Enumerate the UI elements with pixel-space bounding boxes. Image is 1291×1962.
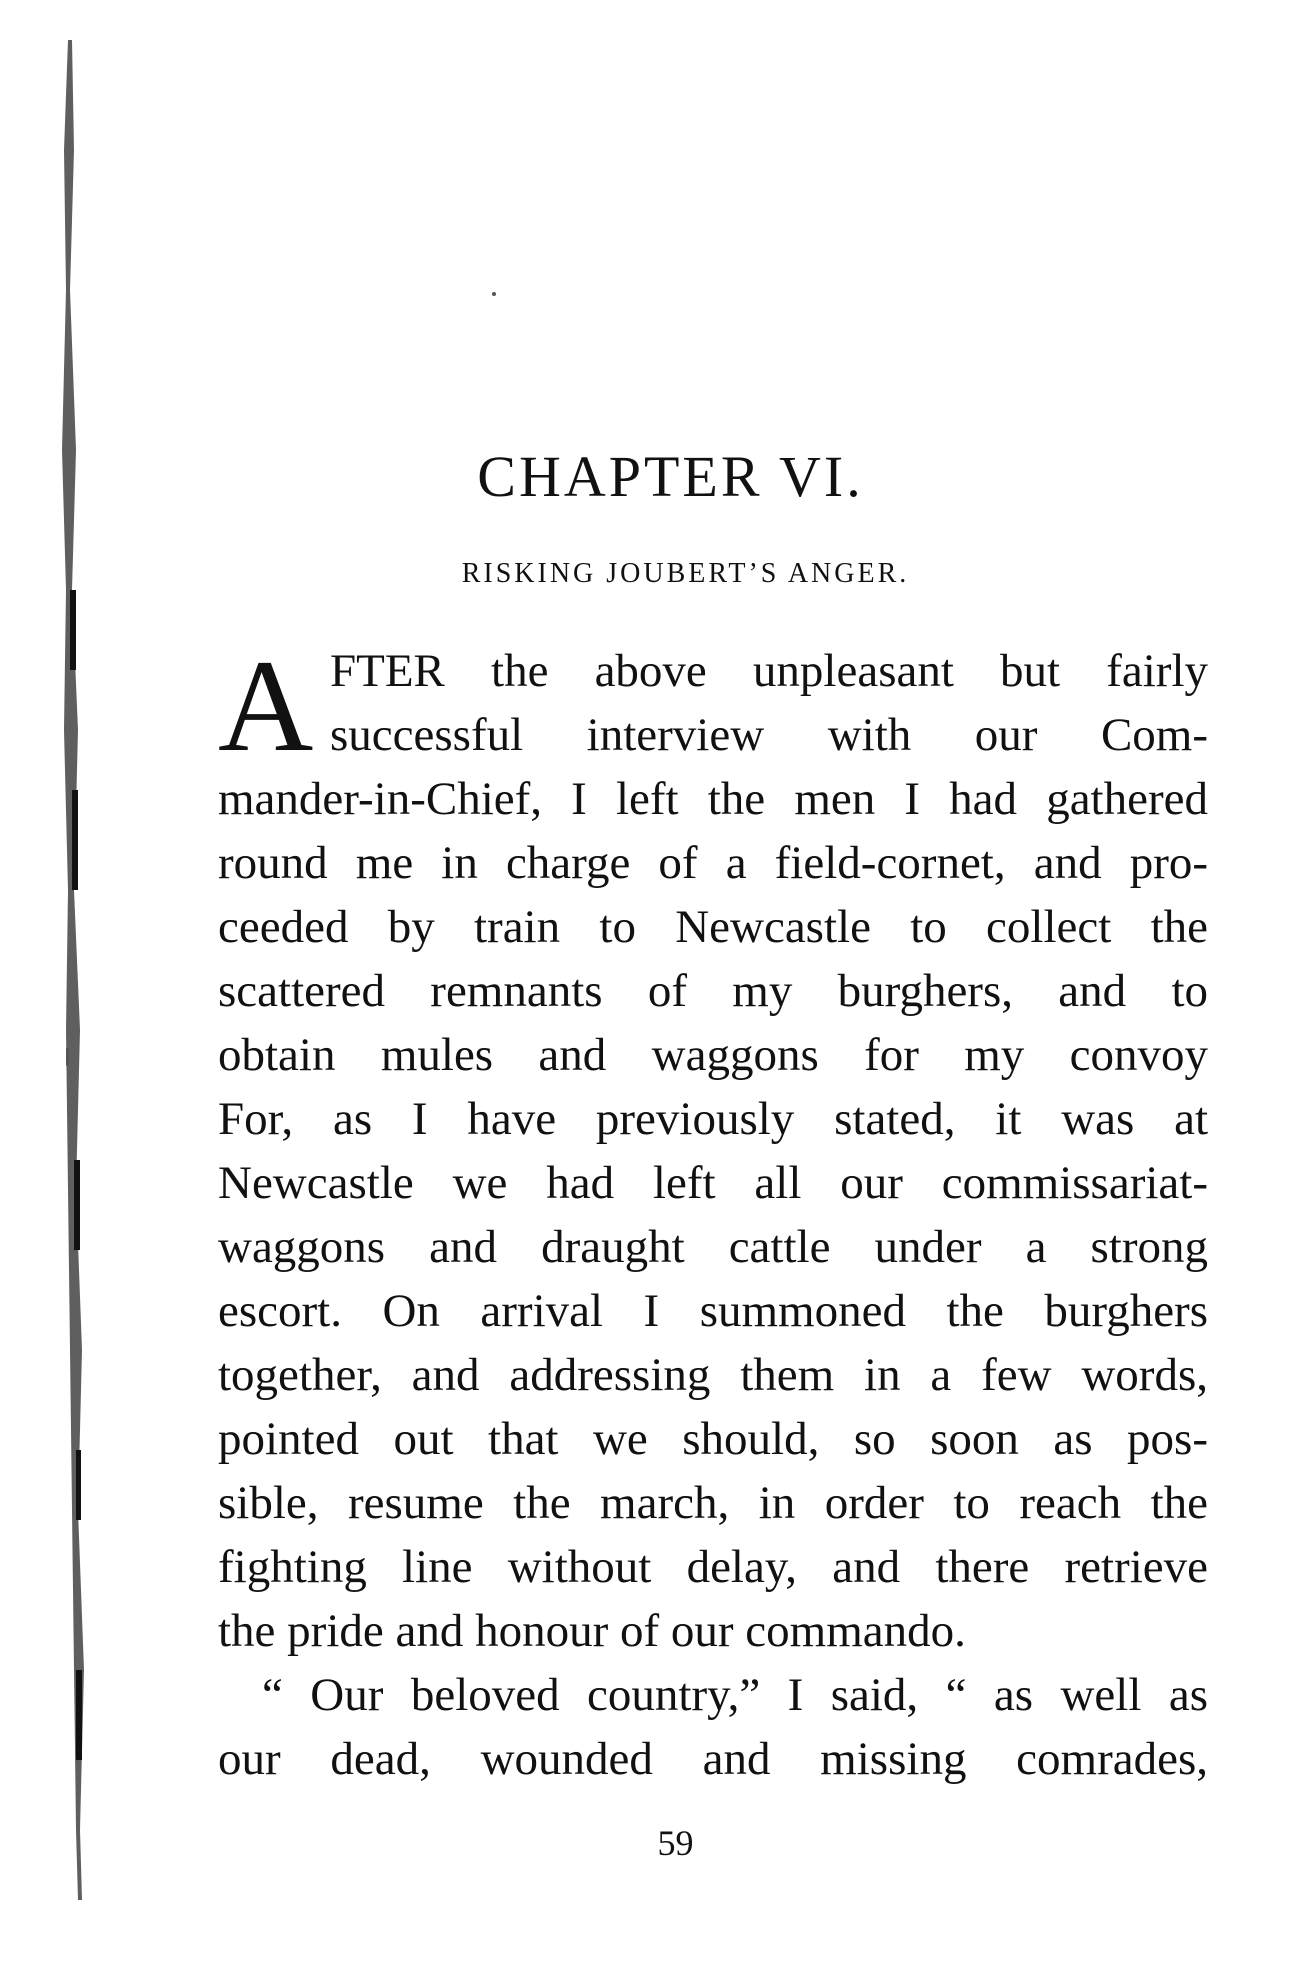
text-line: “ Our beloved country,” I said, “ as well as (262, 1669, 1208, 1721)
drop-cap: A (218, 632, 314, 779)
text-line: together, and addressing them in a few words, (218, 1349, 1208, 1401)
page-number: 59 (657, 1823, 694, 1863)
text-line: round me in charge of a field-cornet, and pro- (218, 837, 1208, 889)
text-line: our dead, wounded and missing comrades, (218, 1733, 1208, 1785)
text-line: obtain mules and waggons for my convoy (218, 1029, 1208, 1081)
text-line: waggons and draught cattle under a strong (218, 1221, 1208, 1273)
text-line: FTER the above unpleasant but fairly (330, 645, 1208, 697)
text-line: successful interview with our Com- (330, 709, 1208, 761)
text-line: scattered remnants of my burghers, and to (218, 965, 1208, 1017)
text-line: For, as I have previously stated, it was at (218, 1093, 1208, 1145)
text-line: Newcastle we had left all our commissariat- (218, 1157, 1208, 1209)
text-line: the pride and honour of our commando. (218, 1605, 966, 1657)
chapter-title: CHAPTER VI. (477, 444, 864, 509)
text-line: ceeded by train to Newcastle to collect the (218, 901, 1208, 953)
scan-mark (66, 1048, 69, 1066)
text-line: fighting line without delay, and there retrieve (218, 1541, 1208, 1593)
text-line: escort. On arrival I summoned the burghers (218, 1285, 1208, 1337)
chapter-subtitle: RISKING JOUBERT’S ANGER. (461, 558, 910, 589)
text-line: sible, resume the march, in order to reach the (218, 1477, 1208, 1529)
text-line: mander-in-Chief, I left the men I had gathered (218, 773, 1208, 825)
text-line: pointed out that we should, so soon as pos- (218, 1413, 1208, 1465)
binding-edge-texture (58, 30, 92, 1910)
binding-edge-shadow (58, 30, 92, 1910)
scan-speck (492, 292, 496, 296)
